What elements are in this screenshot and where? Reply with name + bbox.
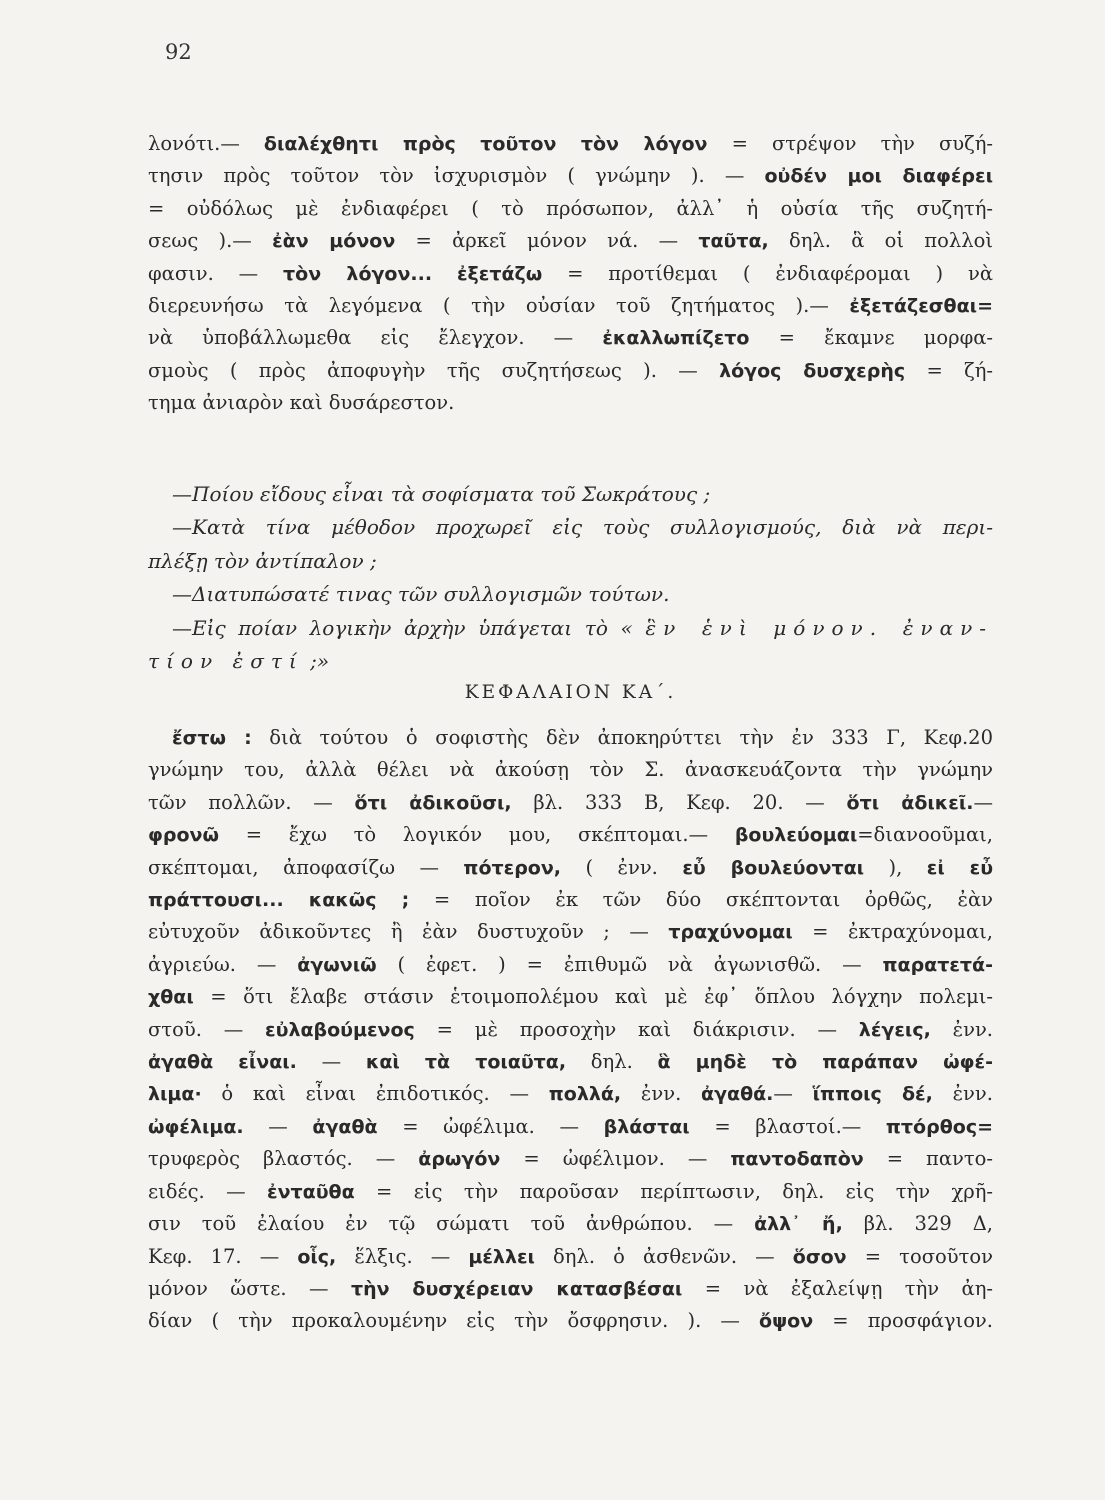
commentary-line	[148, 1078, 993, 1110]
gloss-text: τρυφερὸς βλαστός. —	[148, 1147, 419, 1171]
gloss-text: = ἔκαμνε μορφα-	[749, 326, 993, 350]
lemma-term: ἐξετάζεσθαι=	[849, 295, 993, 318]
page-number: 92	[165, 40, 192, 64]
gloss-text: = τοσοῦτον	[846, 1244, 993, 1268]
lemma-term: οἷς,	[297, 1245, 337, 1268]
gloss-text	[432, 262, 457, 285]
lemma-term: χθαι	[148, 986, 194, 1009]
lemma-term: ἀρωγόν	[418, 1148, 501, 1171]
lemma-term: ὅσον	[792, 1245, 847, 1268]
question-text: πλέξῃ τὸν ἀντίπαλον ;	[148, 548, 377, 573]
gloss-text: = οὐδόλως μὲ ἐνδιαφέρει ( τὸ πρόσωπον, ἀλλ᾽ ἡ οὐσία τῆς συζητή-	[148, 196, 993, 220]
gloss-text: τημα ἀνιαρὸν καὶ δυσάρεστον.	[148, 391, 455, 415]
gloss-text: = βλαστοί.—	[689, 1114, 886, 1138]
commentary-line	[148, 1046, 993, 1078]
chapter-heading: ΚΕΦΑΛΑΙΟΝ ΚΑ΄.	[464, 682, 677, 703]
gloss-text: ἀγριεύω. —	[148, 952, 298, 976]
gloss-text: = ἐκτραχύνομαι,	[792, 920, 993, 944]
lemma-term: ταῦτα,	[698, 230, 769, 253]
gloss-text: —	[243, 1114, 313, 1138]
gloss-text: τησιν πρὸς τοῦτον τὸν ἰσχυρισμὸν ( γνώμην ). —	[148, 164, 765, 188]
question-line	[148, 478, 993, 511]
commentary-line	[148, 355, 993, 387]
question-text: ἓν ἑνὶ μόνον. ἐναν-	[645, 615, 993, 640]
gloss-text: λονότι.—	[148, 132, 264, 155]
lemma-term: ὅτι ἀδικεῖ.	[846, 791, 974, 814]
gloss-text: ἕλξις. —	[336, 1244, 469, 1268]
question-line	[148, 645, 993, 678]
lemma-term: μέλλει	[468, 1245, 535, 1268]
lemma-term: οὐδέν μοι διαφέρει	[764, 165, 993, 188]
gloss-text: διὰ τούτου ὁ σοφιστὴς δὲν ἀποκηρύττει τὴν ἐν 333 Γ, Κεφ.20	[251, 726, 993, 749]
commentary-line	[148, 1208, 993, 1240]
gloss-text: = ἔχω τὸ λογικόν μου, σκέπτομαι.—	[218, 823, 735, 847]
lemma-term: ὠφέλιμα.	[148, 1115, 244, 1138]
lemma-term: καὶ τὰ τοιαῦτα,	[365, 1051, 567, 1074]
gloss-text: στοῦ. —	[148, 1017, 266, 1041]
gloss-text: ),	[864, 855, 927, 879]
commentary-line	[148, 225, 993, 257]
gloss-text: μόνον ὥστε. —	[148, 1276, 351, 1300]
lemma-term: βλάσται	[603, 1115, 690, 1138]
lemma-term: διαλέχθητι πρὸς τοῦτον τὸν λόγον	[263, 133, 708, 155]
commentary-line	[148, 722, 993, 754]
question-text: —Κατὰ τίνα μέθοδον προχωρεῖ εἰς τοὺς συλλογισμούς, διὰ νὰ περι-	[172, 515, 993, 540]
lemma-term: ἐκαλλωπίζετο	[602, 327, 750, 350]
lemma-term: ἐξετάζω	[456, 262, 543, 285]
gloss-text: εὐτυχοῦν ἀδικοῦντες ἢ ἐὰν δυστυχοῦν ; —	[148, 920, 669, 944]
lemma-term: παρατετά-	[882, 953, 993, 976]
gloss-text: δηλ. ὁ ἀσθενῶν. —	[534, 1244, 793, 1268]
lemma-term: ὅτι ἀδικοῦσι,	[354, 791, 512, 814]
gloss-text: = ἀρκεῖ μόνον νά. —	[395, 229, 699, 253]
commentary-line	[148, 1176, 993, 1208]
lemma-term: τραχύνομαι	[668, 921, 793, 944]
gloss-text: ἐνν.	[621, 1082, 702, 1106]
lemma-term: πτόρθος=	[885, 1115, 993, 1138]
gloss-text: σιν τοῦ ἐλαίου ἐν τῷ σώματι τοῦ ἀνθρώπου. —	[148, 1212, 755, 1236]
lemma-term: ἃ μηδὲ τὸ παράπαν ὠφέ-	[657, 1051, 993, 1074]
lemma-term: ἐνταῦθα	[267, 1180, 355, 1203]
commentary-line	[148, 387, 993, 419]
question-text: —Εἰς ποίαν λογικὴν ἀρχὴν ὑπάγεται τὸ «	[172, 615, 646, 640]
lemma-term: εὖ βουλεύονται	[682, 856, 865, 879]
lemma-term: ἀγαθά.	[701, 1083, 774, 1106]
gloss-text: = νὰ ἐξαλείψῃ τὴν ἀη-	[682, 1276, 993, 1300]
gloss-text: ( ἐφετ. ) = ἐπιθυμῶ νὰ ἀγωνισθῶ. —	[376, 952, 883, 976]
gloss-text: ὁ καὶ εἶναι ἐπιδοτικός. —	[201, 1082, 549, 1106]
lemma-term: παντοδαπὸν	[730, 1148, 864, 1171]
lemma-term: ἀγωνιῶ	[297, 953, 377, 976]
commentary-line	[148, 981, 993, 1013]
gloss-text: βλ. 329 Δ,	[842, 1212, 993, 1236]
commentary-line	[148, 1273, 993, 1305]
question-line	[148, 545, 993, 578]
gloss-text: σεως ).—	[148, 229, 273, 253]
question-text: ;»	[303, 649, 330, 674]
gloss-text: δηλ.	[566, 1050, 658, 1074]
gloss-text: = ζή-	[905, 358, 993, 382]
lemma-term: ἐὰν μόνον	[272, 230, 396, 253]
gloss-text: = ποῖον ἐκ τῶν δύο σκέπτονται ὀρθῶς, ἐὰν	[409, 888, 993, 912]
question-text: —Ποίου εἴδους εἶναι τὰ σοφίσματα τοῦ Σωκράτους ;	[172, 482, 711, 506]
commentary-line	[148, 1305, 993, 1337]
commentary-line	[148, 1143, 993, 1175]
gloss-text: = παντο-	[863, 1147, 993, 1171]
gloss-text: = ὠφέλιμον. —	[500, 1147, 731, 1171]
lemma-term: φρονῶ	[148, 824, 219, 847]
gloss-text: = εἰς τὴν παροῦσαν περίπτωσιν, δηλ. εἰς τὴν χρῆ-	[354, 1179, 993, 1203]
lemma-term: εἰ εὖ	[926, 856, 993, 879]
lemma-term: βουλεύομαι	[734, 824, 858, 847]
gloss-text: ειδές. —	[148, 1179, 268, 1203]
gloss-text: =διανοοῦμαι,	[857, 823, 993, 847]
commentary-line	[148, 787, 993, 819]
gloss-text: ( ἐνν.	[561, 855, 683, 879]
gloss-text: δηλ. ἃ οἱ πολλοὶ	[768, 229, 993, 253]
gloss-text: Κεφ. 17. —	[148, 1244, 298, 1268]
review-questions	[148, 478, 993, 678]
lemma-term: εὐλαβούμενος	[265, 1018, 415, 1041]
gloss-text: νὰ ὑποβάλλωμεθα εἰς ἔλεγχον. —	[148, 326, 603, 350]
commentary-line	[148, 884, 993, 916]
gloss-text: = ὅτι ἔλαβε στάσιν ἑτοιμοπολέμου καὶ μὲ ἐφ᾽ ὅπλου λόγχην πολεμι-	[193, 985, 993, 1009]
lemma-term: ἀλλ᾽ ἤ,	[754, 1213, 843, 1236]
gloss-text: δίαν ( τὴν προκαλουμένην εἰς τὴν ὄσφρησιν. ). —	[148, 1309, 760, 1333]
lemma-term: ἀγαθὰ εἶναι.	[148, 1051, 297, 1074]
gloss-text: σμοὺς ( πρὸς ἀποφυγὴν τῆς συζητήσεως ). —	[148, 358, 720, 382]
gloss-text: = προσφάγιον.	[813, 1309, 993, 1333]
commentary-line	[148, 322, 993, 354]
commentary-line	[148, 819, 993, 851]
lemma-term: ὄψον	[759, 1310, 814, 1333]
gloss-text: = μὲ προσοχὴν καὶ διάκρισιν. —	[414, 1017, 859, 1041]
gloss-text: —	[296, 1050, 366, 1074]
commentary-line	[148, 290, 993, 322]
lemma-term: ἀγαθὰ	[312, 1115, 378, 1138]
question-line	[148, 511, 993, 544]
lemma-term: λιμα·	[148, 1083, 202, 1106]
lemma-term: τὴν δυσχέρειαν κατασβέσαι	[350, 1277, 683, 1300]
gloss-text: = ὠφέλιμα. —	[377, 1114, 604, 1138]
commentary-line	[148, 754, 993, 786]
lemma-term: λέγεις,	[858, 1018, 931, 1041]
question-text: τίον ἐστί	[148, 649, 304, 674]
commentary-line	[148, 1241, 993, 1273]
lemma-term: πολλά,	[548, 1083, 622, 1106]
commentary-block-2	[148, 722, 993, 1338]
lemma-term: ἵπποις δέ,	[812, 1083, 933, 1106]
gloss-text: —	[973, 790, 993, 814]
lemma-term: πότερον,	[463, 856, 562, 879]
gloss-text: τῶν πολλῶν. —	[148, 790, 355, 814]
gloss-text: = στρέψον τὴν συζή-	[707, 132, 993, 155]
commentary-line	[148, 128, 993, 160]
commentary-line	[148, 193, 993, 225]
gloss-text: γνώμην του, ἀλλὰ θέλει νὰ ἀκούσῃ τὸν Σ. ἀνασκευάζοντα τὴν γνώμην	[148, 758, 993, 782]
lemma-term: λόγος δυσχερὴς	[719, 359, 906, 382]
commentary-line	[148, 1111, 993, 1143]
commentary-line	[148, 916, 993, 948]
gloss-text: ἐνν.	[930, 1017, 993, 1041]
lemma-term: πράττουσι... κακῶς ;	[148, 889, 410, 912]
question-line	[148, 612, 993, 645]
commentary-line	[148, 1014, 993, 1046]
commentary-line	[148, 852, 993, 884]
gloss-text: —	[773, 1082, 813, 1106]
lemma-term: ἔστω :	[172, 727, 252, 749]
gloss-text: = προτίθεμαι ( ἐνδιαφέρομαι ) νὰ	[542, 261, 993, 285]
gloss-text: ἐνν.	[932, 1082, 993, 1106]
gloss-text: φασιν. —	[148, 261, 284, 285]
question-text: —Διατυπώσατέ τινας τῶν συλλογισμῶν τούτων.	[172, 582, 670, 607]
lemma-term: τὸν λόγον...	[283, 262, 433, 285]
commentary-line	[148, 949, 993, 981]
gloss-text: βλ. 333 Β, Κεφ. 20. —	[511, 790, 847, 814]
commentary-line	[148, 160, 993, 192]
commentary-block-1	[148, 128, 993, 420]
question-line	[148, 578, 993, 611]
gloss-text: διερευνήσω τὰ λεγόμενα ( τὴν οὐσίαν τοῦ ζητήματος ).—	[148, 294, 850, 318]
gloss-text: σκέπτομαι, ἀποφασίζω —	[148, 855, 464, 879]
commentary-line	[148, 258, 993, 290]
